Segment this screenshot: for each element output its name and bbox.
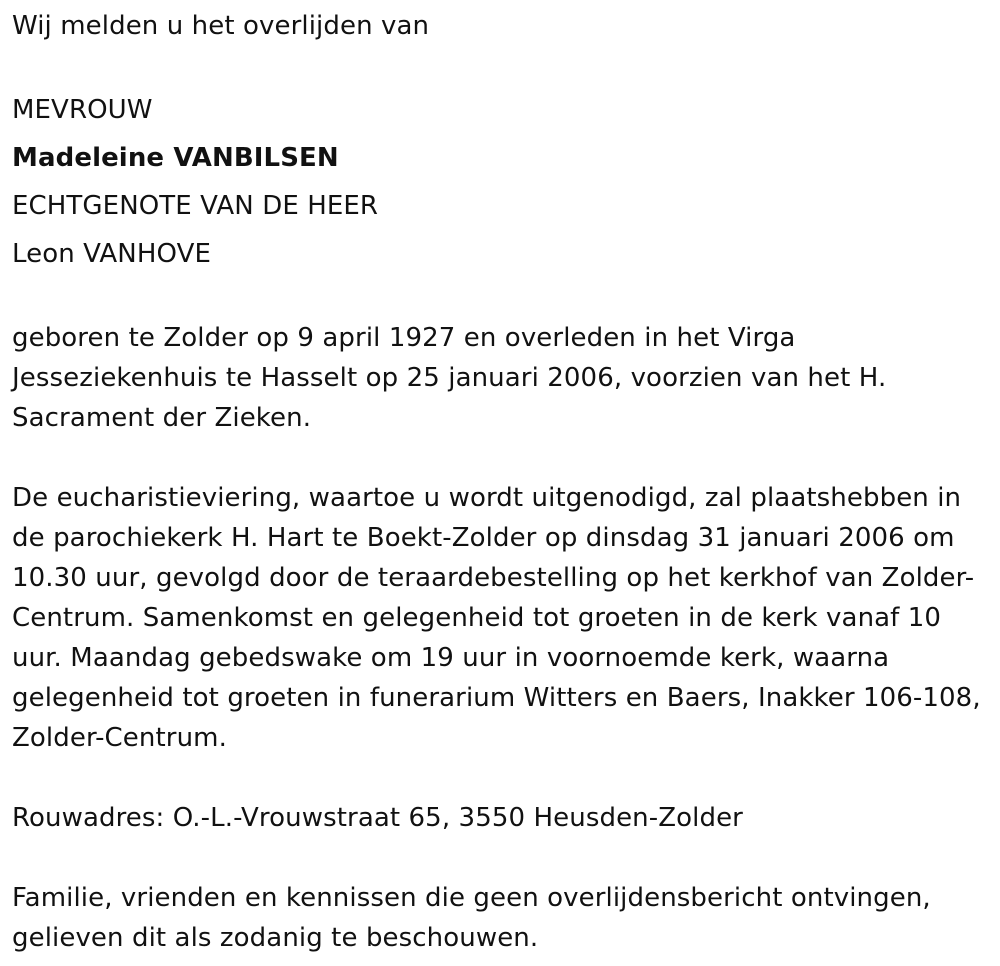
closing-paragraph (12, 878, 992, 958)
intro-text: Wij melden u het overlijden van (12, 11, 430, 41)
death-notice (12, 6, 992, 958)
paragraph-line: de parochiekerk H. Hart te Boekt-Zolder op dinsdag 31 januari 2006 om (12, 523, 955, 553)
deceased-name: Madeleine VANBILSEN (12, 143, 339, 173)
spouse-name: Leon VANHOVE (12, 239, 212, 269)
address-paragraph (12, 798, 992, 838)
paragraph-line: gelegenheid tot groeten in funerarium Witters en Baers, Inakker 106-108, (12, 683, 981, 713)
paragraph-line: 10.30 uur, gevolgd door de teraardebestelling op het kerkhof van Zolder- (12, 563, 975, 593)
mourning-address: Rouwadres: O.-L.-Vrouwstraat 65, 3550 Heusden-Zolder (12, 803, 743, 833)
relation-text: ECHTGENOTE VAN DE HEER (12, 191, 379, 221)
deceased-block (12, 86, 992, 278)
paragraph-line: Zolder-Centrum. (12, 723, 227, 753)
paragraph-line: Centrum. Samenkomst en gelegenheid tot groeten in de kerk vanaf 10 (12, 603, 942, 633)
paragraph-line: Familie, vrienden en kennissen die geen overlijdensbericht ontvingen, (12, 883, 931, 913)
paragraph-line: Jesseziekenhuis te Hasselt op 25 januari 2006, voorzien van het H. (12, 363, 887, 393)
ceremony-paragraph (12, 478, 1000, 758)
paragraph-line: uur. Maandag gebedswake om 19 uur in voornoemde kerk, waarna (12, 643, 890, 673)
name-prefix: MEVROUW (12, 95, 153, 125)
paragraph-line: Sacrament der Zieken. (12, 403, 312, 433)
paragraph-line: gelieven dit als zodanig te beschouwen. (12, 923, 539, 953)
paragraph-line: De eucharistieviering, waartoe u wordt uitgenodigd, zal plaatshebben in (12, 483, 962, 513)
paragraph-line: geboren te Zolder op 9 april 1927 en overleden in het Virga (12, 323, 796, 353)
birth-death-paragraph (12, 318, 992, 438)
